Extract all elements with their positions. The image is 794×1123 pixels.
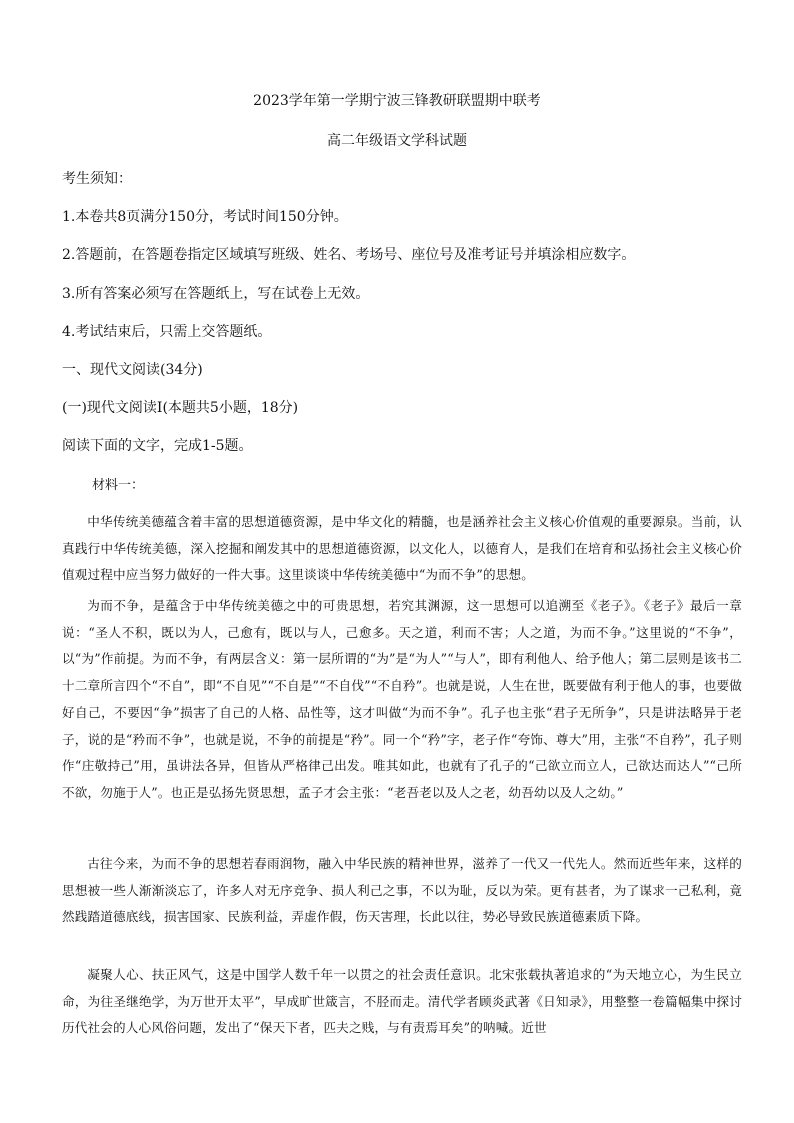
exam-subtitle: 高二年级语文学科试题 [327,133,467,149]
section-title: 一、现代文阅读(34分) [62,362,203,378]
notice-rule: 4.考试结束后，只需上交答题纸。 [62,324,272,340]
notice-rule: 3.所有答案必须写在答题纸上，写在试卷上无效。 [62,286,370,302]
passage-paragraph: 凝聚人心、扶正风气，这是中国学人数千年一以贯之的社会责任意识。北宋张载执著追求的“为天地立心，为生民立命，为往圣继绝学，为万世开太平”，早成旷世箴言，不胫而走。清代学者顾炎武著《日知录》，用整整一卷篇幅集中探讨历代社会的人心风俗问题，发出了“保天下者，匹夫之贱，与有责焉耳矣”的呐喊。近世 [62,967,742,1036]
notice-heading: 考生须知： [62,171,132,187]
material-label: 材料一： [92,478,145,493]
notice-rule: 1.本卷共8页满分150分，考试时间150分钟。 [62,209,348,225]
notice-rule: 2.答题前，在答题卷指定区域填写班级、姓名、考场号、座位号及准考证号并填涂相应数字。 [62,247,636,263]
exam-title: 2023学年第一学期宁波三锋教研联盟期中联考 [253,93,541,109]
passage-paragraph: 古往今来，为而不争的思想若春雨润物，融入中华民族的精神世界，滋养了一代又一代先人。然而近些年来，这样的思想被一些人渐渐淡忘了，许多人对无序竞争、损人利己之事，不以为耻，反以为荣。更有甚者，为了谋求一己私利，竟然践踏道德底线，损害国家、民族利益，弄虚作假，伤天害理，长此以往，势必导致民族道德素质下降。 [62,856,742,925]
passage-paragraph: 中华传统美德蕴含着丰富的思想道德资源，是中华文化的精髓，也是涵养社会主义核心价值观的重要源泉。当前，认真践行中华传统美德，深入挖掘和阐发其中的思想道德资源，以文化人，以德育人，是我们在培育和弘扬社会主义核心价值观过程中应当努力做好的一件大事。这里谈谈中华传统美德中“为而不争”的思想。 [62,514,742,583]
section-subtitle: (一)现代文阅读Ⅰ(本题共5小题，18分) [62,400,299,416]
reading-instruction: 阅读下面的文字，完成1-5题。 [62,438,253,454]
passage-paragraph: 为而不争，是蕴含于中华传统美德之中的可贵思想，若究其渊源，这一思想可以追溯至《老子》。《老子》最后一章说：“圣人不积，既以为人，己愈有，既以与人，己愈多。天之道，利而不害；人之道，为而不争。”这里说的“不争”，以“为”作前提。为而不争，有两层含义：第一层所谓的“为”是“为人”“与人”，即有利他人、给予他人；第二层则是该书二十二章所言四个“不自”，即“不自见”“不自是”“不自伐”“不自矜”。也就是说，人生在世，既要做有利于他人的事，也要做好自己，不要因“争”损害了自己的人格、品性等，这才叫做“为而不争”。孔子也主张“君子无所争”，只是讲法略异于老子，说的是“矜而不争”，也就是说，不争的前提是“矜”。同一个“矜”字，老子作“夸饰、尊大”用，主张“不自矜”，孔子则作“庄敬持己”用，虽讲法各异，但皆从严格律己出发。唯其如此，也就有了孔子的“己欲立而立人，己欲达而达人”“己所不欲，勿施于人”。也正是弘扬先贤思想，孟子才会主张：“老吾老以及人之老，幼吾幼以及人之幼。” [62,598,742,800]
